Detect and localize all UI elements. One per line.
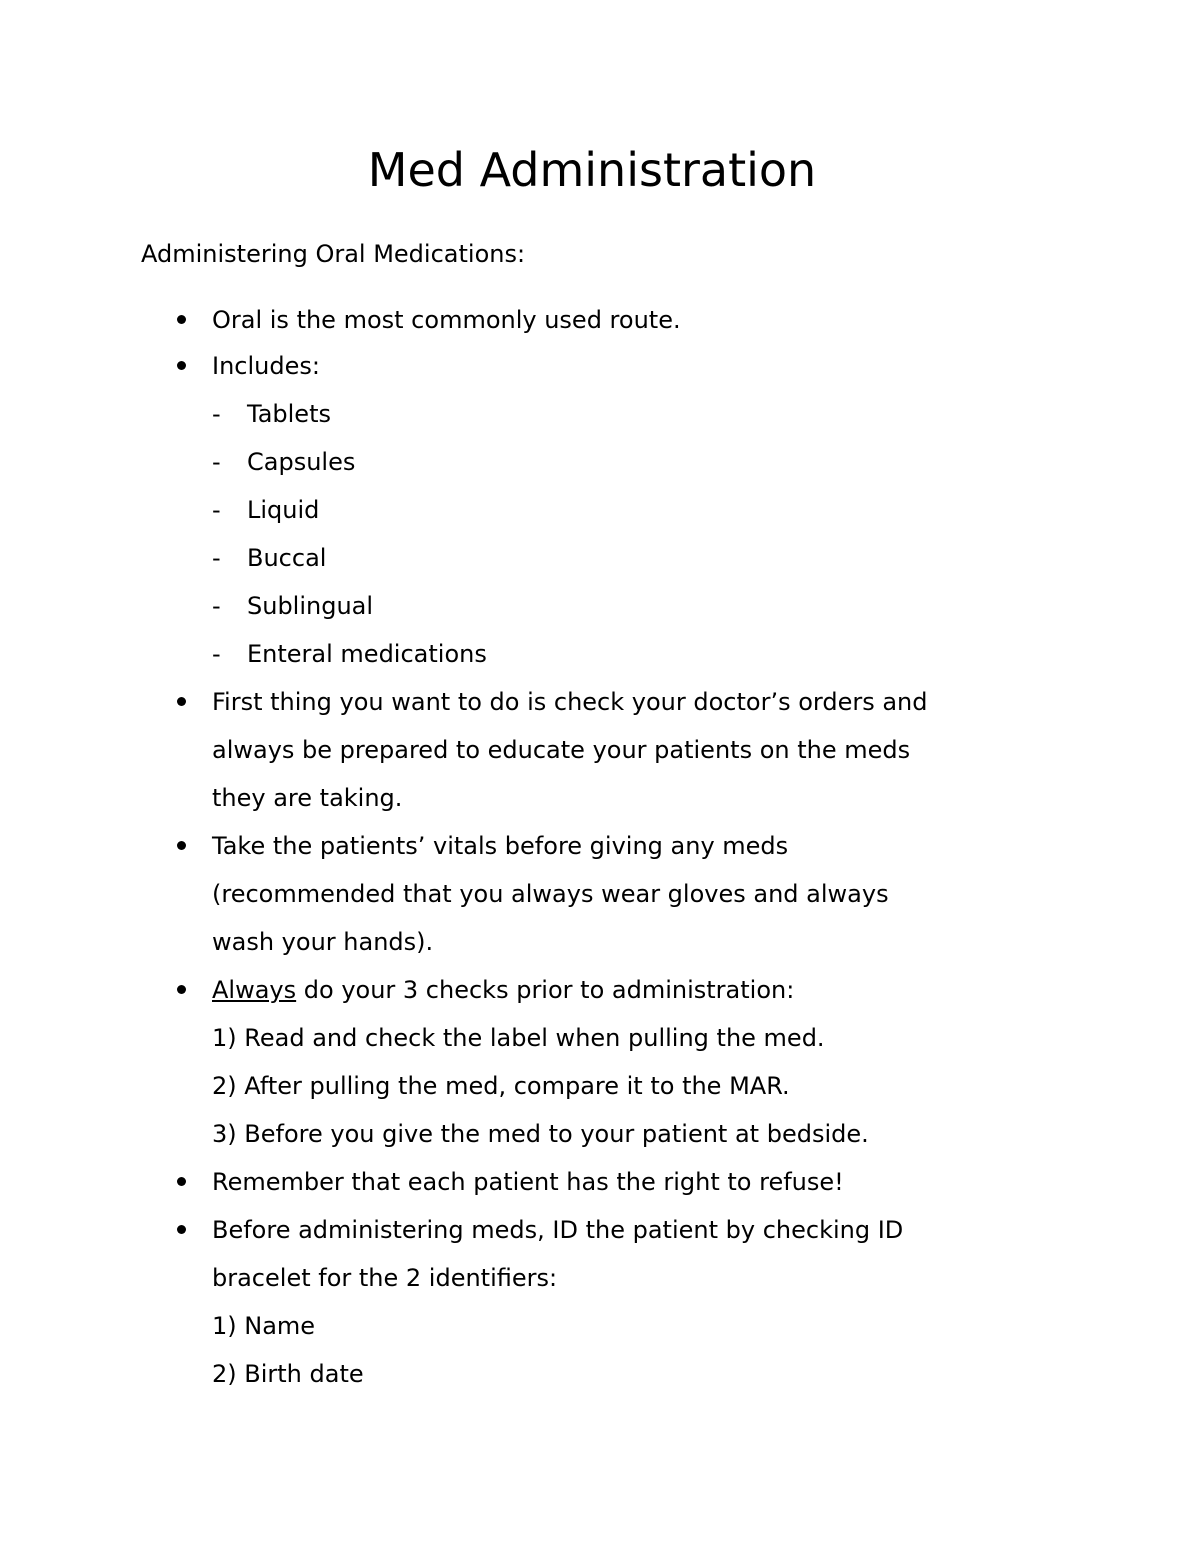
list-item: First thing you want to do is check your doctor’s orders and (212, 688, 928, 716)
list-item: Remember that each patient has the right to refuse! (212, 1168, 844, 1196)
sub-list-item: Sublingual (247, 592, 374, 620)
dash-icon: - (212, 592, 221, 620)
sub-list-item: Tablets (247, 400, 331, 428)
list-item-continuation: (recommended that you always wear gloves and always (212, 880, 889, 908)
numbered-item: 2) Birth date (212, 1360, 364, 1388)
bullet-icon (174, 1212, 188, 1248)
bullet-icon (174, 1164, 188, 1200)
list-item: Oral is the most commonly used route. (212, 306, 681, 334)
bullet-icon (174, 684, 188, 720)
document-title: Med Administration (367, 143, 817, 197)
bullet-icon (174, 302, 188, 338)
sub-list-item: Liquid (247, 496, 320, 524)
bullet-icon (174, 972, 188, 1008)
bullet-icon (174, 348, 188, 384)
list-item: Includes: (212, 352, 320, 380)
numbered-item: 1) Name (212, 1312, 316, 1340)
list-item-continuation: bracelet for the 2 identifiers: (212, 1264, 558, 1292)
dash-icon: - (212, 448, 221, 476)
dash-icon: - (212, 400, 221, 428)
numbered-item: 2) After pulling the med, compare it to the MAR. (212, 1072, 790, 1100)
numbered-item: 3) Before you give the med to your patient at bedside. (212, 1120, 869, 1148)
dash-icon: - (212, 544, 221, 572)
list-item-text: do your 3 checks prior to administration: (296, 976, 795, 1004)
dash-icon: - (212, 640, 221, 668)
section-heading: Administering Oral Medications: (141, 240, 526, 268)
list-item (212, 972, 794, 1008)
list-item: Take the patients’ vitals before giving any meds (212, 832, 789, 860)
sub-list-item: Buccal (247, 544, 327, 572)
bullet-icon (174, 828, 188, 864)
list-item-continuation: they are taking. (212, 784, 403, 812)
list-item-continuation: wash your hands). (212, 928, 434, 956)
list-item: Before administering meds, ID the patient by checking ID (212, 1216, 904, 1244)
emphasis-text: Always (212, 976, 297, 1004)
sub-list-item: Capsules (247, 448, 356, 476)
dash-icon: - (212, 496, 221, 524)
sub-list-item: Enteral medications (247, 640, 487, 668)
numbered-item: 1) Read and check the label when pulling the med. (212, 1024, 825, 1052)
list-item-continuation: always be prepared to educate your patients on the meds (212, 736, 911, 764)
